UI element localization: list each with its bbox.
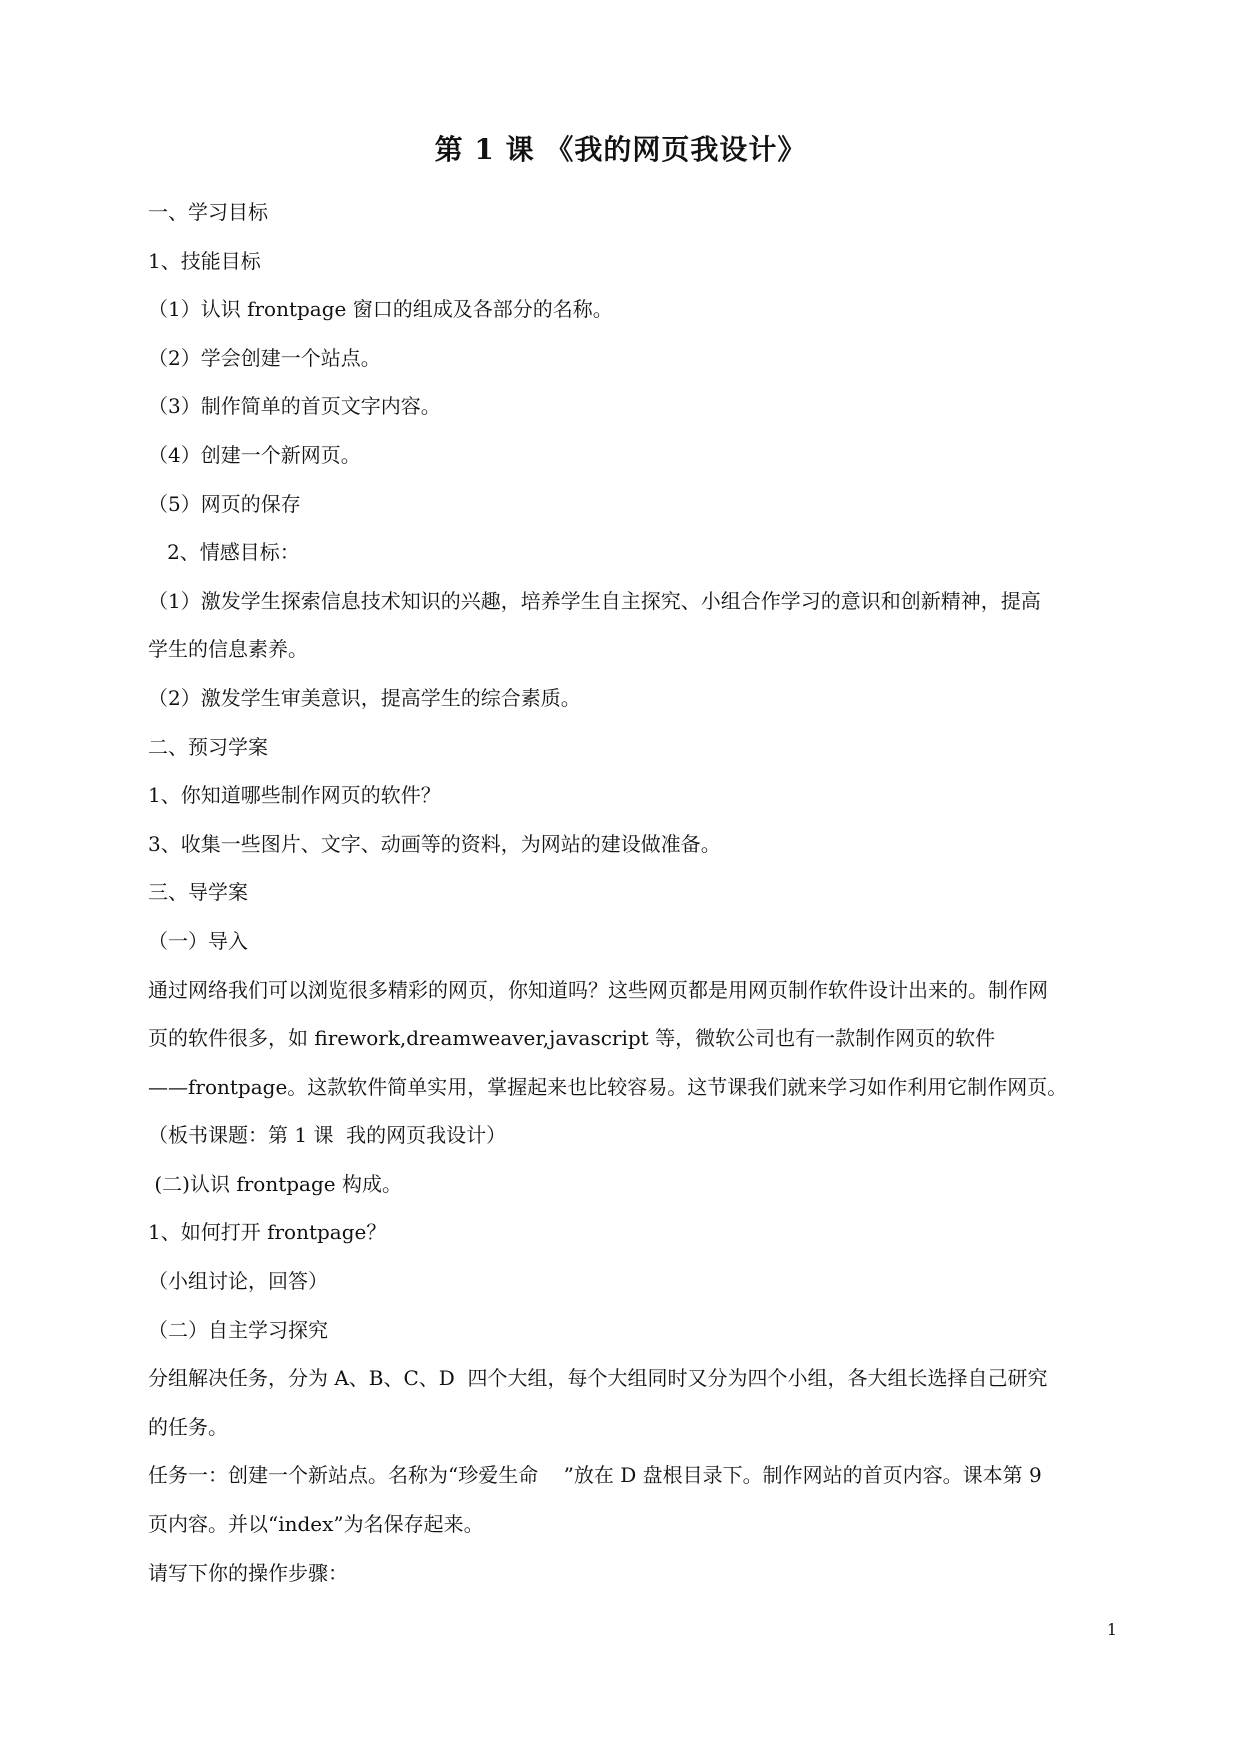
paragraph-line: （1）激发学生探索信息技术知识的兴趣，培养学生自主探究、小组合作学习的意识和创新精神，提高 [148,588,1041,613]
paragraph-line: 请写下你的操作步骤： [148,1560,348,1585]
list-item: （2）激发学生审美意识，提高学生的综合素质。 [148,685,581,710]
paragraph-line: 学生的信息素养。 [148,637,308,662]
list-item: （2）学会创建一个站点。 [148,345,381,370]
document-body [148,188,1128,1597]
paragraph-line: 页的软件很多，如 firework,dreamweaver,javascript 等，微软公司也有一款制作网页的软件 [148,1026,996,1051]
page-number: 1 [1106,1620,1117,1639]
paragraph-line: 的任务。 [148,1414,228,1439]
subsection-heading: 2、情感目标： [148,540,300,565]
list-item: （5）网页的保存 [148,491,301,516]
paragraph-line: ——frontpage。这款软件简单实用，掌握起来也比较容易。这节课我们就来学习如作利用它制作网页。 [148,1074,1068,1099]
paragraph-line: （小组讨论，回答） [148,1269,328,1294]
list-item: 1、如何打开 frontpage？ [148,1220,387,1245]
paragraph-line: 页内容。并以“index”为名保存起来。 [148,1512,484,1537]
section-heading: 一、学习目标 [148,200,268,224]
document-title: 第 1 课 《我的网页我设计》 [434,133,807,166]
subsection-heading: 1、技能目标 [148,248,261,273]
paragraph-line: 分组解决任务，分为 A、B、C、D 四个大组，每个大组同时又分为四个小组，各大组长选择自己研究 [148,1366,1048,1391]
section-heading: 三、导学案 [148,880,248,905]
subsection-heading: (二)认识 frontpage 构成。 [148,1171,402,1196]
list-item: （4）创建一个新网页。 [148,442,361,467]
subsection-heading: （一）导入 [148,928,248,953]
section-heading: 二、预习学案 [148,734,268,759]
list-item: 3、收集一些图片、文字、动画等的资料，为网站的建设做准备。 [148,831,721,856]
subsection-heading: （二）自主学习探究 [148,1317,328,1342]
paragraph-line: 通过网络我们可以浏览很多精彩的网页，你知道吗？这些网页都是用网页制作软件设计出来的。制作网 [148,977,1048,1002]
list-item: （3）制作简单的首页文字内容。 [148,394,441,419]
paragraph-line: （板书课题：第 1 课 我的网页我设计） [148,1123,507,1148]
list-item: （1）认识 frontpage 窗口的组成及各部分的名称。 [148,297,613,322]
paragraph-line: 任务一：创建一个新站点。名称为“珍爱生命 ”放在 D 盘根目录下。制作网站的首页内容。课本第 9 [148,1463,1042,1488]
list-item: 1、你知道哪些制作网页的软件？ [148,783,441,808]
